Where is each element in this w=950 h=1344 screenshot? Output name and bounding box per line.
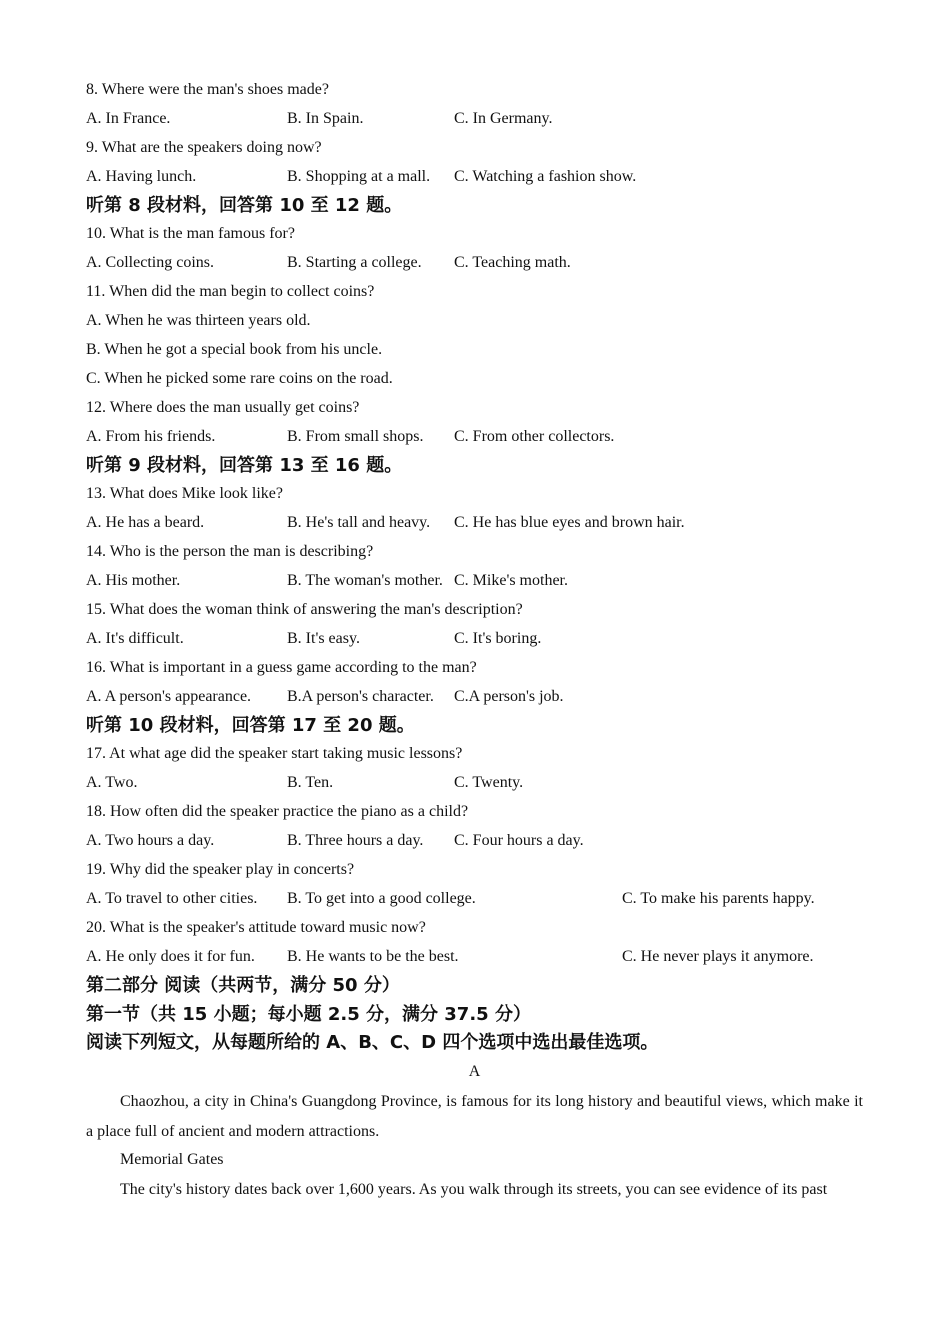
- question-9: 9. What are the speakers doing now?: [86, 138, 322, 156]
- options-8: [86, 105, 863, 134]
- options-20: [86, 943, 863, 972]
- question-20: 20. What is the speaker's attitude toward music now?: [86, 918, 426, 936]
- option-a: A. When he was thirteen years old.: [86, 312, 311, 330]
- option-c: C. To make his parents happy.: [622, 889, 815, 907]
- reading-instruction: 阅读下列短文，从每题所给的 A、B、C、D 四个选项中选出最佳选项。: [86, 1032, 659, 1054]
- option-c: C. Mike's mother.: [454, 572, 568, 590]
- option-c: C. In Germany.: [454, 109, 553, 127]
- option-b: B. Ten.: [287, 774, 334, 792]
- part-two-title: 第二部分 阅读（共两节，满分 50 分）: [86, 974, 400, 996]
- option-b: B. In Spain.: [287, 109, 364, 127]
- option-b: B. When he got a special book from his uncle.: [86, 341, 383, 359]
- option-a: A. He only does it for fun.: [86, 947, 255, 965]
- option-c: C. He never plays it anymore.: [622, 947, 814, 965]
- section-heading-9: 听第 9 段材料，回答第 13 至 16 题。: [86, 454, 403, 476]
- options-9: [86, 163, 863, 192]
- option-b: B. He wants to be the best.: [287, 947, 459, 965]
- options-18: [86, 827, 863, 856]
- option-a: A. To travel to other cities.: [86, 889, 258, 907]
- option-a: A. Two hours a day.: [86, 832, 215, 850]
- question-16: 16. What is important in a guess game according to the man?: [86, 658, 477, 676]
- question-14: 14. Who is the person the man is describing?: [86, 543, 374, 561]
- question-12: 12. Where does the man usually get coins?: [86, 398, 360, 416]
- option-c: C. Teaching math.: [454, 254, 571, 272]
- option-c: C. From other collectors.: [454, 427, 615, 445]
- option-c: C. Four hours a day.: [454, 832, 584, 850]
- option-a: A. It's difficult.: [86, 629, 184, 647]
- option-b: B. From small shops.: [287, 427, 424, 445]
- option-b: B. To get into a good college.: [287, 889, 476, 907]
- option-c: C. He has blue eyes and brown hair.: [454, 514, 685, 532]
- option-b: B. Shopping at a mall.: [287, 167, 431, 185]
- option-b: B. Starting a college.: [287, 254, 422, 272]
- option-b: B. He's tall and heavy.: [287, 514, 431, 532]
- options-19: [86, 885, 863, 914]
- option-c: C. Twenty.: [454, 774, 524, 792]
- options-13: [86, 509, 863, 538]
- option-a: A. He has a beard.: [86, 514, 205, 532]
- passage-subtitle: Memorial Gates: [120, 1151, 224, 1169]
- option-a: A. Collecting coins.: [86, 254, 214, 272]
- option-a: A. Two.: [86, 774, 138, 792]
- section-heading-10: 听第 10 段材料，回答第 17 至 20 题。: [86, 714, 415, 736]
- question-19: 19. Why did the speaker play in concerts?: [86, 861, 355, 879]
- option-b: B. The woman's mother.: [287, 572, 443, 590]
- option-c: C. Watching a fashion show.: [454, 167, 637, 185]
- question-15: 15. What does the woman think of answering the man's description?: [86, 601, 523, 619]
- option-c: C.A person's job.: [454, 687, 564, 705]
- section-heading-8: 听第 8 段材料，回答第 10 至 12 题。: [86, 194, 403, 216]
- question-11: 11. When did the man begin to collect coins?: [86, 283, 375, 301]
- options-14: [86, 567, 863, 596]
- passage-intro: Chaozhou, a city in China's Guangdong Province, is famous for its long history and beautiful views, which make it a place full of ancient and modern attractions.: [86, 1093, 863, 1140]
- option-a: A. A person's appearance.: [86, 687, 252, 705]
- section-one-title: 第一节（共 15 小题；每小题 2.5 分，满分 37.5 分）: [86, 1003, 531, 1025]
- option-a: A. From his friends.: [86, 427, 216, 445]
- question-17: 17. At what age did the speaker start taking music lessons?: [86, 745, 463, 763]
- option-c: C. It's boring.: [454, 629, 542, 647]
- options-15: [86, 625, 863, 654]
- question-13: 13. What does Mike look like?: [86, 485, 283, 503]
- option-c: C. When he picked some rare coins on the road.: [86, 369, 393, 387]
- passage-label: A: [468, 1063, 481, 1081]
- options-12: [86, 423, 863, 452]
- option-b: B.A person's character.: [287, 687, 434, 705]
- exam-page: [86, 76, 863, 1205]
- options-10: [86, 249, 863, 278]
- option-b: B. It's easy.: [287, 629, 360, 647]
- question-8: 8. Where were the man's shoes made?: [86, 81, 329, 98]
- question-10: 10. What is the man famous for?: [86, 225, 295, 243]
- passage-paragraph: The city's history dates back over 1,600 years. As you walk through its streets, you can see evidence of its past: [120, 1181, 828, 1199]
- option-a: A. In France.: [86, 109, 171, 127]
- options-17: [86, 769, 863, 798]
- option-b: B. Three hours a day.: [287, 832, 424, 850]
- option-a: A. His mother.: [86, 572, 181, 590]
- options-16: [86, 683, 863, 712]
- question-18: 18. How often did the speaker practice the piano as a child?: [86, 803, 469, 821]
- option-a: A. Having lunch.: [86, 167, 197, 185]
